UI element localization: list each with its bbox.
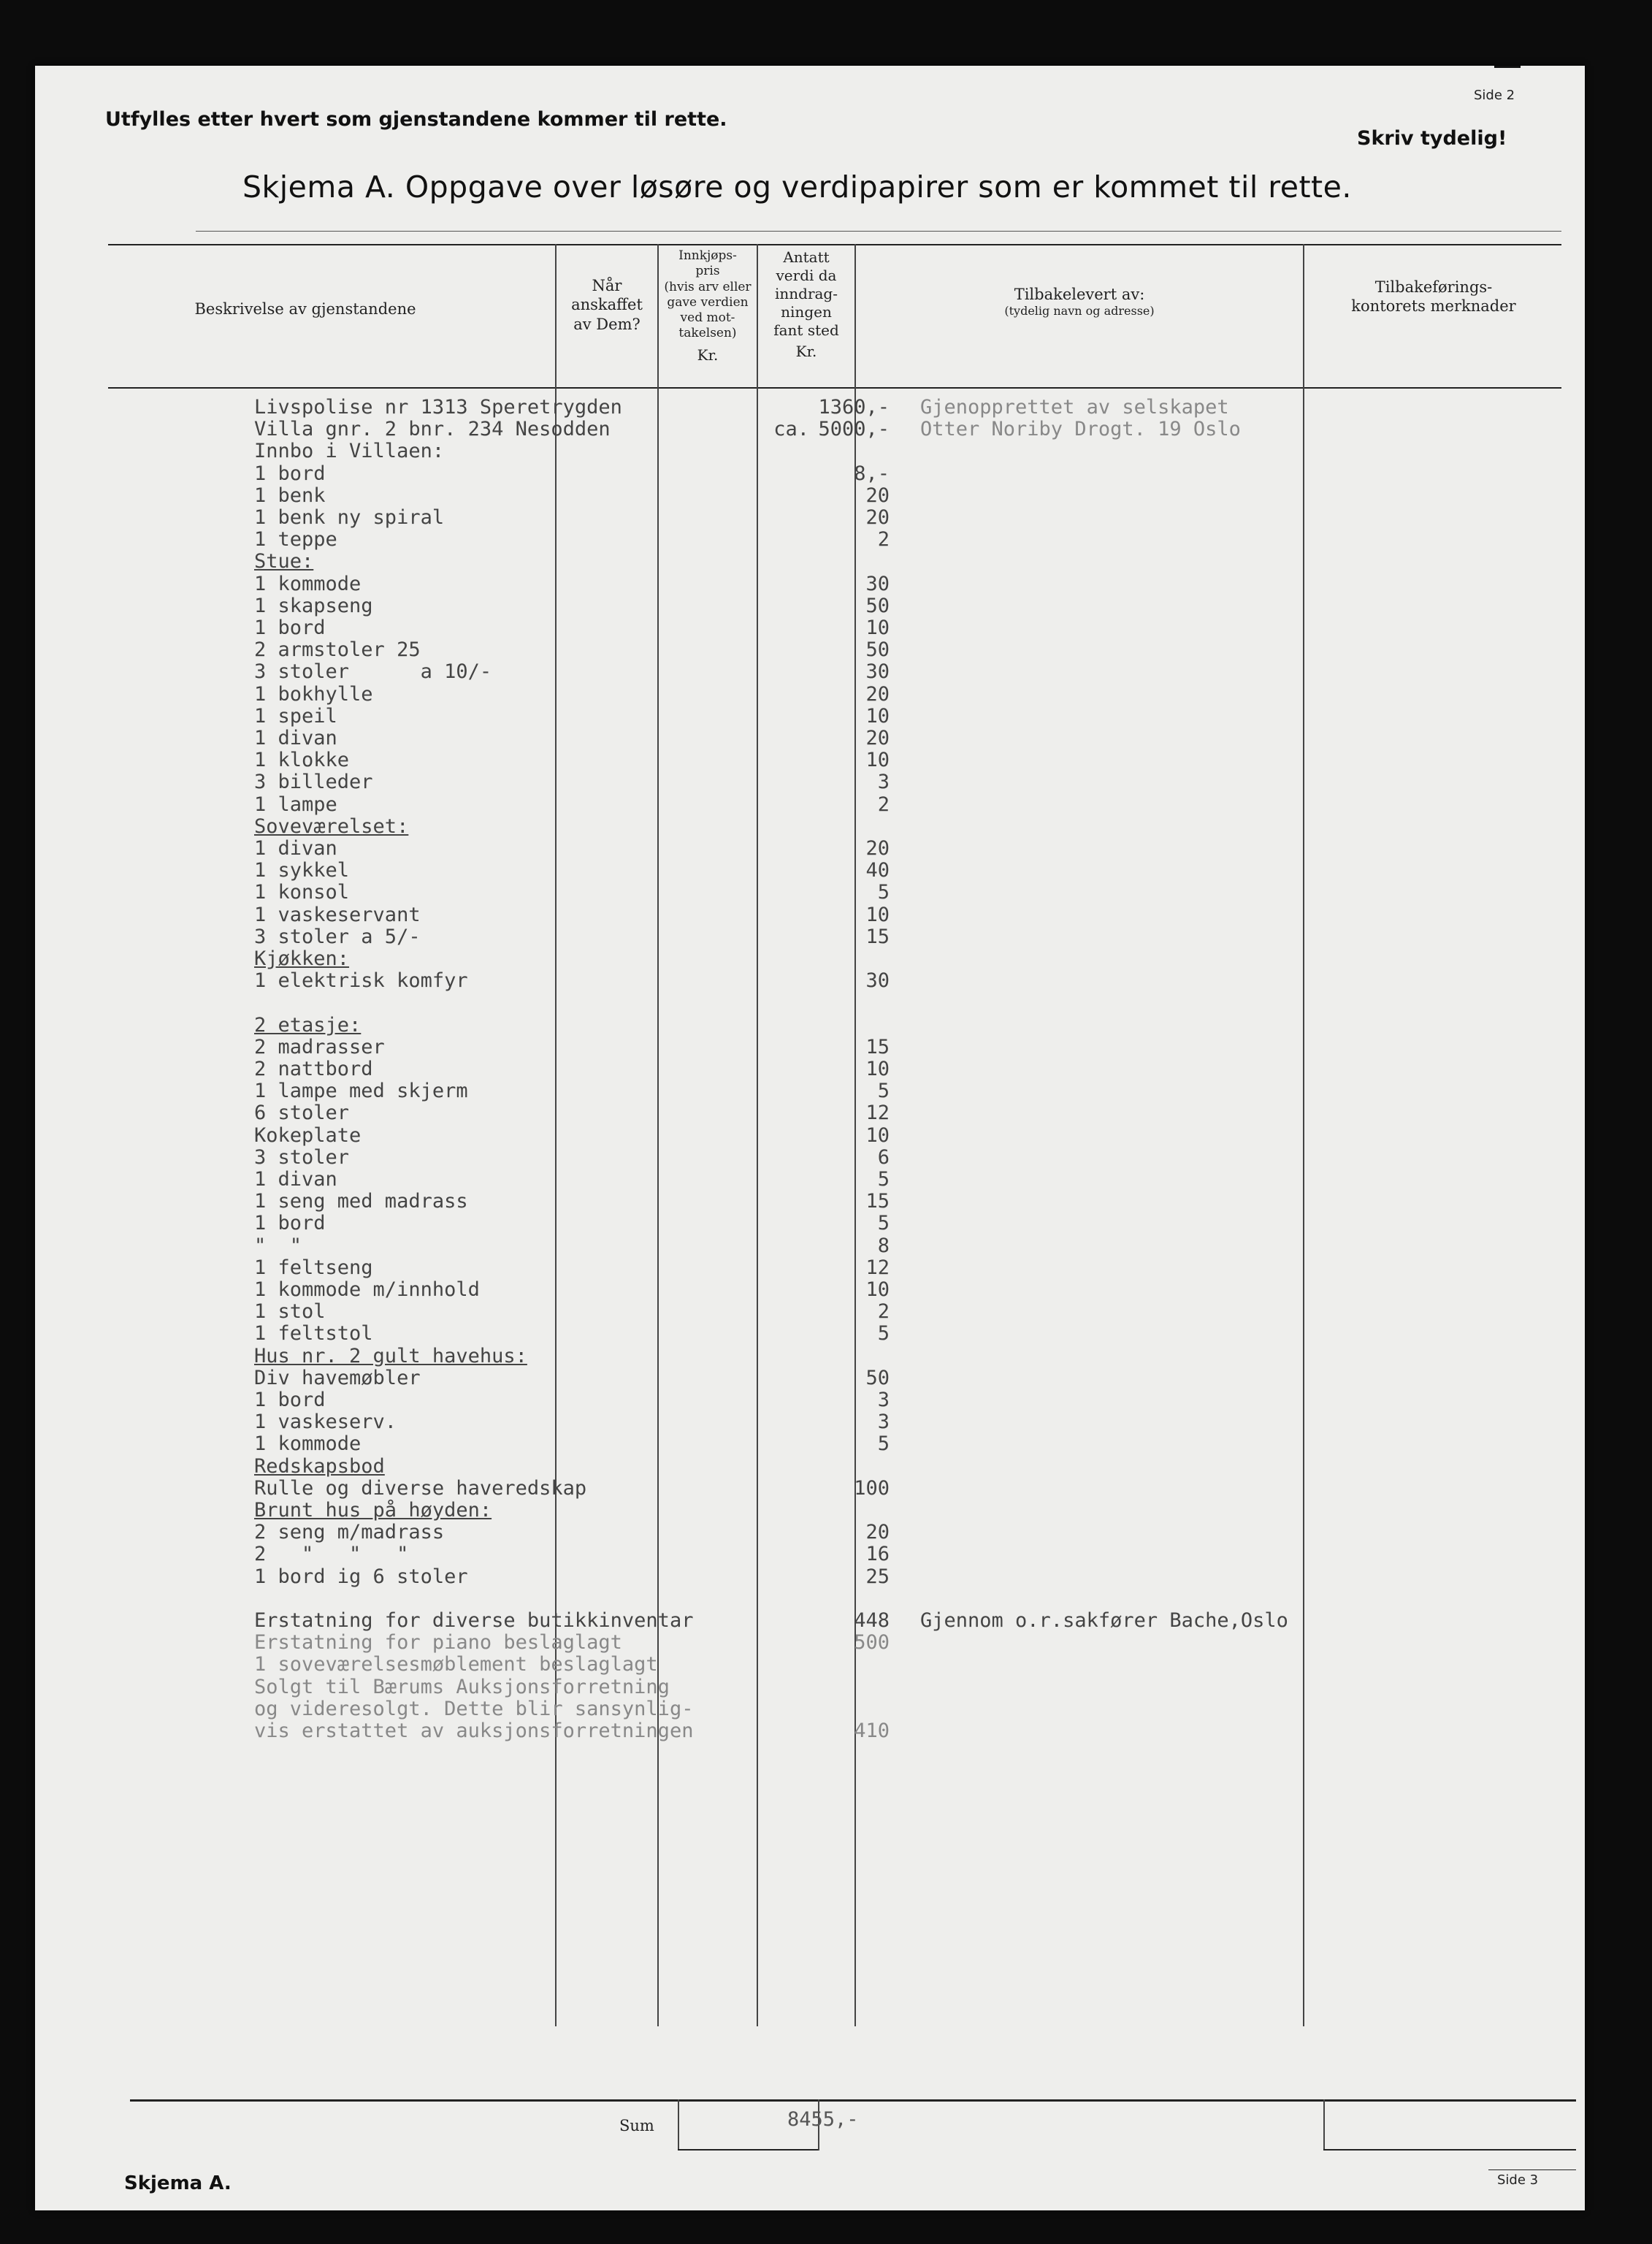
table-row bbox=[35, 440, 1569, 462]
item-description: 1 speil bbox=[254, 704, 337, 728]
item-value: 20 bbox=[865, 484, 890, 507]
table-row bbox=[35, 1014, 1569, 1036]
table-row bbox=[35, 926, 1569, 947]
item-description: Redskapsbod bbox=[254, 1454, 385, 1478]
item-value: 20 bbox=[865, 727, 890, 749]
table-row bbox=[35, 793, 1569, 815]
returned-by-note: Gjenopprettet av selskapet bbox=[920, 396, 1229, 419]
item-value: 30 bbox=[865, 572, 890, 595]
item-value: 10 bbox=[865, 903, 890, 926]
item-value: 30 bbox=[865, 969, 890, 993]
item-value: 50 bbox=[865, 638, 890, 662]
item-value: 50 bbox=[865, 1366, 890, 1389]
item-description: 1 stol bbox=[254, 1300, 326, 1324]
item-value: 448 bbox=[854, 1609, 890, 1632]
item-value: 5 bbox=[877, 1212, 890, 1235]
table-row bbox=[35, 1278, 1569, 1300]
item-description: 1 feltseng bbox=[254, 1256, 373, 1279]
item-description: 1 divan bbox=[254, 1168, 337, 1191]
item-description: 1 elektrisk komfyr bbox=[254, 969, 468, 993]
item-value: 12 bbox=[865, 1256, 890, 1279]
table-row bbox=[35, 418, 1569, 440]
table-row bbox=[35, 904, 1569, 926]
item-description: 1 bokhylle bbox=[254, 682, 373, 706]
item-description: 2 madrasser bbox=[254, 1035, 385, 1058]
table-row bbox=[35, 1543, 1569, 1565]
item-description: 1 bord bbox=[254, 1212, 326, 1235]
item-description: 2 nattbord bbox=[254, 1058, 373, 1080]
table-row bbox=[35, 528, 1569, 550]
item-description: 1 kommode bbox=[254, 1432, 362, 1456]
header-purchase-price: Innkjøps- pris (hvis arv eller gave verdien ved mot- takelsen) Kr. bbox=[664, 248, 752, 364]
item-description: 1 bord bbox=[254, 462, 326, 485]
form-page bbox=[35, 66, 1585, 2210]
table-row bbox=[35, 595, 1569, 617]
item-value: 15 bbox=[865, 1035, 890, 1058]
table-row bbox=[35, 771, 1569, 793]
item-description: 1 sykkel bbox=[254, 859, 350, 882]
table-row bbox=[35, 1058, 1569, 1080]
table-row bbox=[35, 638, 1569, 660]
item-description: 1 bord bbox=[254, 1389, 326, 1411]
item-description: 1 vaskeservant bbox=[254, 903, 421, 926]
item-value: 10 bbox=[865, 617, 890, 639]
item-description: 1 konsol bbox=[254, 881, 350, 904]
table-row bbox=[35, 660, 1569, 682]
form-title: Skjema A. Oppgave over løsøre og verdipapirer som er kommet til rette. bbox=[242, 169, 1352, 205]
table-row bbox=[35, 1631, 1569, 1653]
item-value: 10 bbox=[865, 704, 890, 728]
instruction-right: Skriv tydelig! bbox=[1357, 127, 1507, 150]
instruction-left: Utfylles etter hvert som gjenstandene kommer til rette. bbox=[105, 108, 727, 131]
returned-by-note: Otter Noriby Drogt. 19 Oslo bbox=[920, 418, 1241, 441]
table-row bbox=[35, 1102, 1569, 1123]
table-row bbox=[35, 617, 1569, 638]
item-description: Div havemøbler bbox=[254, 1366, 421, 1389]
table-row bbox=[35, 1256, 1569, 1278]
table-row bbox=[35, 815, 1569, 837]
header-bottom-rule bbox=[108, 387, 1561, 389]
page-number-bottom: Side 3 bbox=[1497, 2172, 1539, 2188]
item-description: Livspolise nr 1313 Speretrygden bbox=[254, 396, 622, 419]
table-row bbox=[35, 683, 1569, 705]
item-description: 1 teppe bbox=[254, 528, 337, 552]
sum-divider-3 bbox=[1323, 2099, 1325, 2150]
item-value: 50 bbox=[865, 594, 890, 617]
item-value: 3 bbox=[877, 1411, 890, 1434]
table-row bbox=[35, 1367, 1569, 1389]
sum-bottom-rule-1 bbox=[678, 2149, 818, 2150]
table-row bbox=[35, 1080, 1569, 1102]
title-underline bbox=[196, 231, 1561, 232]
item-description: 1 skapseng bbox=[254, 594, 373, 617]
returned-by-note: Gjennom o.r.sakfører Bache,Oslo bbox=[920, 1609, 1288, 1632]
value-prefix: ca. bbox=[773, 418, 809, 441]
item-description: 1 bord ig 6 stoler bbox=[254, 1565, 468, 1588]
item-value: 8,- bbox=[854, 462, 890, 485]
item-value: 5 bbox=[877, 1432, 890, 1456]
item-description: 6 stoler bbox=[254, 1102, 350, 1125]
item-description: Brunt hus på høyden: bbox=[254, 1499, 492, 1522]
item-value: 16 bbox=[865, 1543, 890, 1566]
item-value: 2 bbox=[877, 528, 890, 552]
footer-rule bbox=[1488, 2169, 1576, 2170]
table-row bbox=[35, 1455, 1569, 1477]
item-description: Kjøkken: bbox=[254, 947, 350, 970]
item-value: 5 bbox=[877, 1080, 890, 1103]
item-description: Stue: bbox=[254, 550, 314, 573]
page-number-top: Side 2 bbox=[1474, 88, 1515, 103]
item-description: 1 divan bbox=[254, 727, 337, 749]
item-description: 2 etasje: bbox=[254, 1013, 362, 1037]
item-description: Hus nr. 2 gult havehus: bbox=[254, 1344, 527, 1367]
item-value: 20 bbox=[865, 837, 890, 860]
item-description: 2 seng m/madrass bbox=[254, 1521, 445, 1544]
item-description: Erstatning for diverse butikkinventar bbox=[254, 1609, 694, 1632]
item-description: 3 stoler a 10/- bbox=[254, 660, 492, 684]
item-description: 1 lampe med skjerm bbox=[254, 1080, 468, 1103]
item-description: 1 divan bbox=[254, 837, 337, 860]
table-row bbox=[35, 1411, 1569, 1432]
item-value: 20 bbox=[865, 1521, 890, 1544]
item-description: 1 lampe bbox=[254, 793, 337, 816]
footer-form-label: Skjema A. bbox=[124, 2172, 232, 2194]
header-when-acquired: Når anskaffet av Dem? bbox=[571, 277, 643, 333]
item-description: 1 klokke bbox=[254, 749, 350, 772]
item-value: 5 bbox=[877, 881, 890, 904]
item-description: Kokeplate bbox=[254, 1123, 362, 1147]
table-row bbox=[35, 1168, 1569, 1190]
sum-divider-1 bbox=[678, 2099, 679, 2150]
table-row bbox=[35, 1676, 1569, 1698]
sum-bottom-rule-2 bbox=[1323, 2149, 1576, 2150]
table-row bbox=[35, 506, 1569, 528]
table-row bbox=[35, 1322, 1569, 1344]
table-row bbox=[35, 1499, 1569, 1521]
table-row bbox=[35, 1300, 1569, 1322]
item-value: 20 bbox=[865, 506, 890, 529]
item-description: 3 stoler a 5/- bbox=[254, 925, 421, 948]
top-mark bbox=[1494, 66, 1521, 68]
table-row bbox=[35, 1345, 1569, 1367]
table-row bbox=[35, 1432, 1569, 1454]
table-row bbox=[35, 1521, 1569, 1543]
item-description: Rulle og diverse haveredskap bbox=[254, 1476, 587, 1500]
item-description: 1 benk ny spiral bbox=[254, 506, 445, 529]
header-estimated-value: Antatt verdi da inndrag- ningen fant sted Kr. bbox=[773, 248, 839, 360]
item-value: 500 bbox=[854, 1631, 890, 1655]
item-description: 2 armstoler 25 bbox=[254, 638, 421, 662]
header-office-remarks: Tilbakeførings- kontorets merknader bbox=[1351, 278, 1516, 316]
item-description: 1 kommode bbox=[254, 572, 362, 595]
table-row bbox=[35, 837, 1569, 859]
table-row bbox=[35, 1653, 1569, 1675]
table-row bbox=[35, 1389, 1569, 1411]
table-row bbox=[35, 484, 1569, 506]
table-row bbox=[35, 1190, 1569, 1212]
item-value: 2 bbox=[877, 793, 890, 816]
item-description: 1 benk bbox=[254, 484, 326, 507]
header-returned-by: Tilbakelevert av: (tydelig navn og adresse) bbox=[1004, 286, 1155, 318]
table-row bbox=[35, 550, 1569, 572]
sum-top-rule bbox=[130, 2099, 1576, 2102]
table-row bbox=[35, 573, 1569, 595]
sum-value: 8455,- bbox=[787, 2108, 859, 2131]
table-row bbox=[35, 1036, 1569, 1058]
table-row bbox=[35, 881, 1569, 903]
table-row bbox=[35, 1477, 1569, 1499]
item-value: 25 bbox=[865, 1565, 890, 1588]
item-value: 10 bbox=[865, 1123, 890, 1147]
item-description: 2 " " " bbox=[254, 1543, 409, 1566]
table-row bbox=[35, 396, 1569, 418]
item-value: 30 bbox=[865, 660, 890, 684]
item-description: 1 feltstol bbox=[254, 1322, 373, 1346]
item-description: Soveværelset: bbox=[254, 814, 409, 838]
item-description: Solgt til Bærums Auksjonsforretning bbox=[254, 1675, 670, 1698]
item-value: 10 bbox=[865, 749, 890, 772]
item-value: 1360,- bbox=[818, 396, 890, 419]
header-top-rule bbox=[108, 244, 1561, 245]
table-row bbox=[35, 859, 1569, 881]
table-row bbox=[35, 749, 1569, 771]
item-value: 5 bbox=[877, 1322, 890, 1346]
table-row bbox=[35, 1124, 1569, 1146]
table-row bbox=[35, 947, 1569, 969]
item-value: 8 bbox=[877, 1234, 890, 1257]
item-description: Innbo i Villaen: bbox=[254, 440, 445, 463]
item-description: og videresolgt. Dette blir sansynlig- bbox=[254, 1697, 694, 1720]
table-row bbox=[35, 705, 1569, 727]
item-description: 3 stoler bbox=[254, 1145, 350, 1169]
item-value: 5000,- bbox=[818, 418, 890, 441]
item-value: 5 bbox=[877, 1168, 890, 1191]
item-value: 3 bbox=[877, 1389, 890, 1411]
item-value: 20 bbox=[865, 682, 890, 706]
table-row bbox=[35, 1698, 1569, 1720]
item-value: 10 bbox=[865, 1278, 890, 1301]
table-row bbox=[35, 1609, 1569, 1631]
table-row bbox=[35, 1146, 1569, 1168]
item-value: 10 bbox=[865, 1058, 890, 1080]
table-row bbox=[35, 991, 1569, 1013]
table-row bbox=[35, 462, 1569, 484]
table-row bbox=[35, 1565, 1569, 1587]
item-description: 3 billeder bbox=[254, 771, 373, 794]
item-value: 6 bbox=[877, 1145, 890, 1169]
item-description: 1 vaskeserv. bbox=[254, 1411, 397, 1434]
item-value: 100 bbox=[854, 1476, 890, 1500]
item-description: 1 soveværelsesmøblement beslaglagt bbox=[254, 1653, 658, 1676]
item-description: Villa gnr. 2 bnr. 234 Nesodden bbox=[254, 418, 611, 441]
table-row bbox=[35, 727, 1569, 749]
header-description: Beskrivelse av gjenstandene bbox=[194, 300, 416, 318]
item-description: " " bbox=[254, 1234, 302, 1257]
item-value: 3 bbox=[877, 771, 890, 794]
item-description: 1 kommode m/innhold bbox=[254, 1278, 480, 1301]
item-value: 410 bbox=[854, 1720, 890, 1742]
table-row bbox=[35, 1720, 1569, 1741]
item-description: 1 bord bbox=[254, 617, 326, 639]
item-value: 15 bbox=[865, 925, 890, 948]
item-value: 40 bbox=[865, 859, 890, 882]
table-row bbox=[35, 1212, 1569, 1234]
item-value: 15 bbox=[865, 1190, 890, 1213]
table-row bbox=[35, 1587, 1569, 1609]
item-description: vis erstattet av auksjonsforretningen bbox=[254, 1720, 694, 1742]
sum-label: Sum bbox=[619, 2117, 654, 2134]
item-description: 1 seng med madrass bbox=[254, 1190, 468, 1213]
item-description: Erstatning for piano beslaglagt bbox=[254, 1631, 622, 1655]
table-row bbox=[35, 969, 1569, 991]
item-value: 12 bbox=[865, 1102, 890, 1125]
table-row bbox=[35, 1234, 1569, 1256]
item-value: 2 bbox=[877, 1300, 890, 1324]
